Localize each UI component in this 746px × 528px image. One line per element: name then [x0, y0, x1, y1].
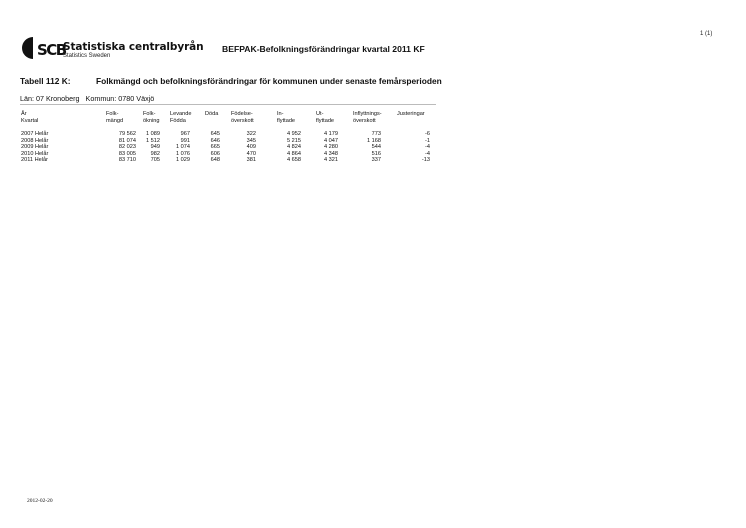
table-row: 2009 Helår 82 023 949 1 074 665 409 4 824 4 280 544 -4: [21, 144, 430, 150]
kommun-label: Kommun: 0780 Växjö: [85, 94, 155, 103]
logo-letters: SCB: [37, 41, 66, 59]
table-row: 2011 Helår 83 710 705 1 029 648 381 4 658 4 321 337 -13: [21, 157, 430, 163]
lan-label: Län: 07 Kronoberg: [20, 94, 80, 103]
table-title: Folkmängd och befolkningsförändringar för kommunen under senaste femårsperioden: [96, 76, 442, 86]
table-row: 2008 Helår 81 074 1 512 991 646 345 5 215 4 047 1 168 -1: [21, 137, 430, 144]
column-header-inflyttade: In- flyttade: [277, 111, 296, 124]
column-header-fodelseoverskott: Födelse- överskott: [231, 111, 254, 124]
table-row: 2007 Helår 79 562 1 089 967 645 322 4 952 4 179 773 -6: [21, 131, 430, 137]
table-row: 2010 Helår 83 005 982 1 076 606 470 4 864 4 348 516 -4: [21, 150, 430, 157]
region-line: [20, 94, 158, 103]
report-title: BEFPAK-Befolkningsförändringar kvartal 2011 KF: [222, 44, 425, 54]
table-id: Tabell 112 K:: [20, 76, 71, 86]
column-header-levande-fodda: Levande Födda: [170, 111, 192, 124]
column-header-folkokning: Folk- ökning: [143, 111, 160, 124]
header-divider: [20, 104, 436, 105]
page-number: 1 (1): [700, 31, 713, 37]
brand-name: Statistiska centralbyrån: [63, 41, 204, 53]
column-header-utflyttade: Ut- flyttade: [316, 111, 335, 124]
column-header-justeringar: Justeringar: [397, 111, 425, 117]
brand-subtitle: Statistics Sweden: [63, 53, 111, 59]
column-header-inflyttningsoverskott: Inflyttnings- överskott: [353, 111, 382, 124]
column-header-year: År Kvartal: [21, 111, 39, 124]
column-header-doda: Döda: [205, 111, 219, 117]
column-header-folkmangd: Folk- mängd: [106, 111, 124, 124]
scb-logo-icon: [20, 36, 66, 60]
footer-date: 2012-02-20: [27, 498, 53, 504]
